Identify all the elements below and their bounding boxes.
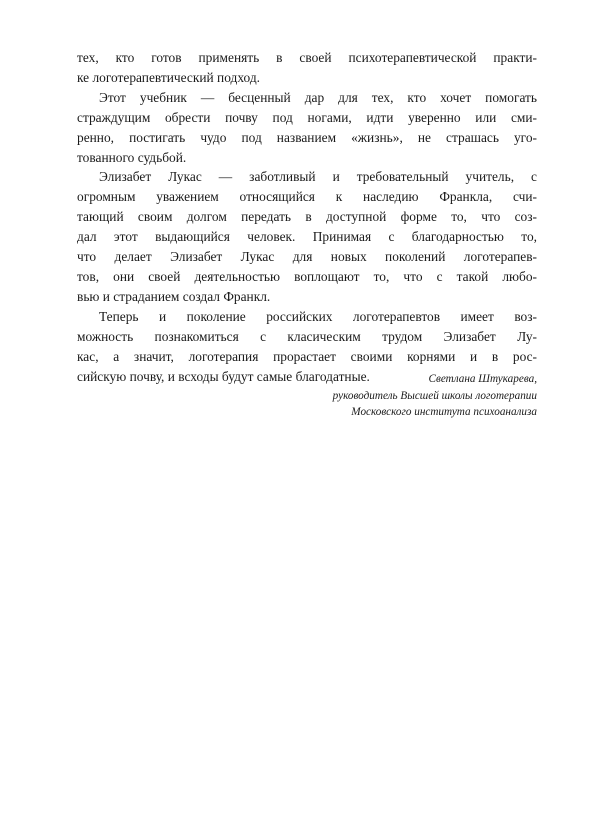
text-line: сийскую почву, и всходы будут самые благодатные. [77, 368, 370, 384]
signature-block [333, 371, 537, 421]
text-line: тованного судьбой. [77, 149, 187, 165]
text-line: ке логотерапевтический подход. [77, 69, 260, 85]
text-line: Элизабет Лукас — заботливый и требовательный учитель, с [99, 169, 537, 185]
text-line: кас, а значит, логотерапия прорастает своими корнями и в рос- [77, 348, 537, 364]
text-line: вью и страданием создал Франкл. [77, 288, 271, 304]
paragraph-2 [77, 88, 537, 168]
text-line: дал этот выдающийся человек. Принимая с благодарностью то, [77, 229, 537, 245]
text-line: Этот учебник — бесценный дар для тех, кто хочет помогать [99, 89, 537, 105]
signature-name: Светлана Штукарева, [428, 373, 537, 385]
text-line: можность познакомиться с класическим трудом Элизабет Лу- [77, 328, 537, 344]
text-line: что делает Элизабет Лукас для новых поколений логотерапев- [77, 249, 537, 265]
paragraph-3 [77, 167, 537, 306]
signature-title: руководитель Высшей школы логотерапии [332, 389, 537, 402]
document-body [77, 48, 537, 386]
text-line: тающий своим долгом передать в доступной форме то, что соз- [77, 209, 537, 225]
text-line: ренно, постигать чудо под названием «жизнь», не страшась уго- [77, 129, 537, 145]
text-line: тех, кто готов применять в своей психотерапевтической практи- [77, 50, 537, 65]
paragraph-1 [77, 48, 537, 88]
text-line: страждущим обрести почву под ногами, идти уверенно или сми- [77, 109, 537, 125]
text-line: огромным уважением относящийся к наследию Франкла, счи- [77, 189, 537, 205]
text-line: тов, они своей деятельностью воплощают то, что с такой любо- [77, 268, 537, 284]
text-line: Теперь и поколение российских логотерапевтов имеет воз- [99, 308, 537, 324]
signature-institution: Московского института психоанализа [351, 406, 537, 419]
